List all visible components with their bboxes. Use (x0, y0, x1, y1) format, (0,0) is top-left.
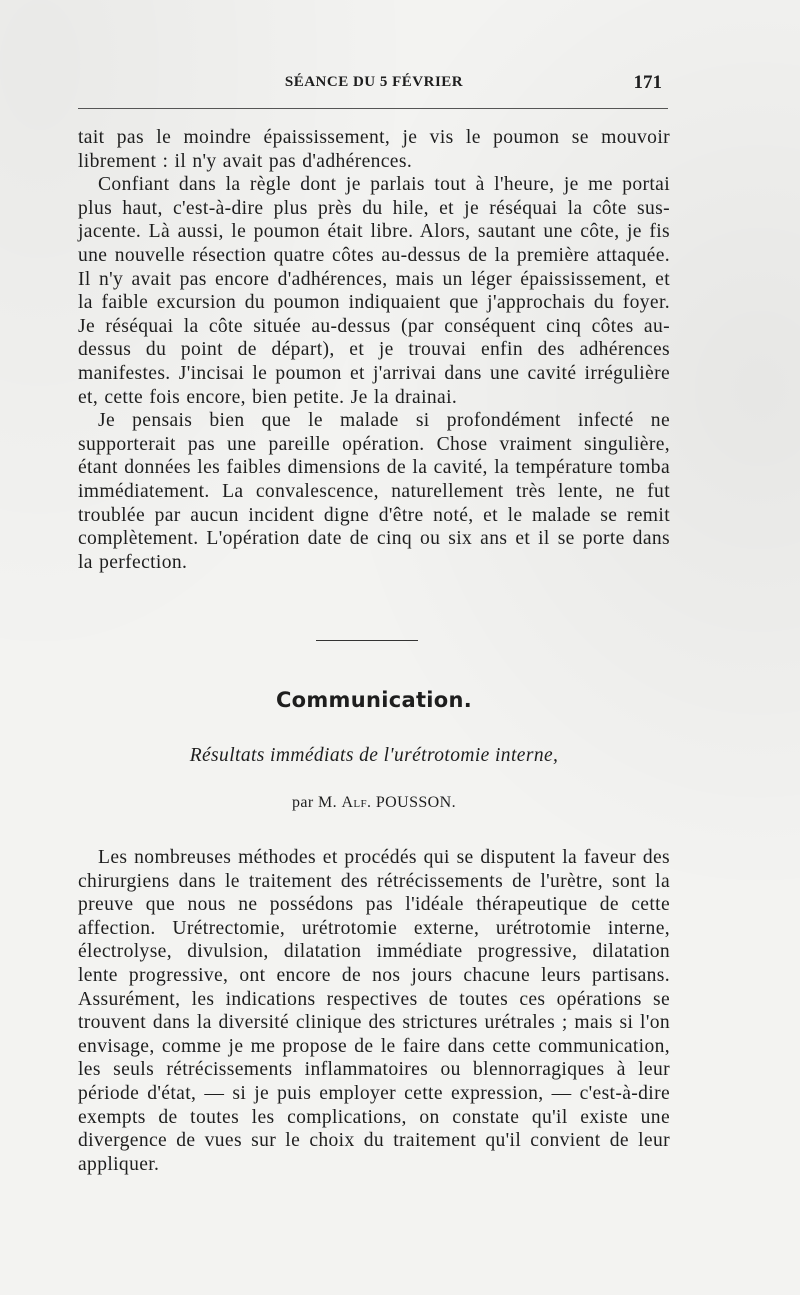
running-head: SÉANCE DU 5 FÉVRIER (284, 74, 464, 90)
section-heading: Communication. (275, 688, 473, 712)
continued-text (78, 126, 670, 574)
paragraph: tait pas le moindre épaississement, je vis le poumon se mouvoir librement : il n'y avait pas d'adhérences. (78, 127, 670, 172)
paragraph: Je pensais bien que le malade si profondément infecté ne supporterait pas une pareille opération. Chose vraiment singulière, étant données les faibles dimensions de la cavité, la température tomba immédiatement. La convalescence, naturellement très lente, ne fut troublée par aucun incident digne d'être noté, et le malade se remit complètement. L'opération date de cinq ou six ans et il se porte dans la perfection. (78, 410, 670, 573)
byline (78, 794, 670, 812)
byline-prefix: par M. (292, 794, 338, 811)
section-separator-rule (316, 640, 418, 641)
article-title: Résultats immédiats de l'urétrotomie interne, (189, 745, 559, 766)
article-text (78, 846, 670, 1176)
byline-author-initial: Alf. (341, 794, 372, 811)
paragraph: Confiant dans la règle dont je parlais tout à l'heure, je me portai plus haut, c'est-à-dire plus près du hile, et je réséquai la côte sus-jacente. Là aussi, le poumon était libre. Alors, sautant une côte, je fis une nouvelle résection quatre côtes au-dessus de la première attaquée. Il n'y avait pas encore d'adhérences, mais un léger épaississement, et la faible excursion du poumon indiquaient que j'approchais du foyer. Je réséquai la côte située au-dessus (par conséquent cinq côtes au-dessus du point de départ), et je trouvai enfin des adhérences manifestes. J'incisai le poumon et j'arrivai dans une cavité irrégulière et, cette fois encore, bien petite. Je la drainai. (78, 174, 670, 408)
paragraph: Les nombreuses méthodes et procédés qui se disputent la faveur des chirurgiens dans le traitement des rétrécissements de l'urètre, sont la preuve que nous ne possédons pas l'idéale thérapeutique de cette affection. Urétrectomie, urétrotomie externe, urétrotomie interne, électrolyse, divulsion, dilatation immédiate progressive, dilatation lente progressive, ont encore de nos jours chacune leurs partisans. Assurément, les indications respectives de toutes ces opérations se trouvent dans la diversité clinique des strictures urétrales ; mais si l'on envisage, comme je me propose de le faire dans cette communication, les seuls rétrécissements inflammatoires ou blennorragiques à leur période d'état, — si je puis employer cette expression, — c'est-à-dire exempts de toutes les complications, on constate qu'il existe une divergence de vues sur le choix du traitement qu'il convient de leur appliquer. (78, 847, 670, 1175)
page-header (78, 74, 670, 104)
page-number: 171 (633, 72, 662, 93)
header-rule (78, 108, 668, 109)
byline-author: POUSSON. (375, 794, 456, 811)
